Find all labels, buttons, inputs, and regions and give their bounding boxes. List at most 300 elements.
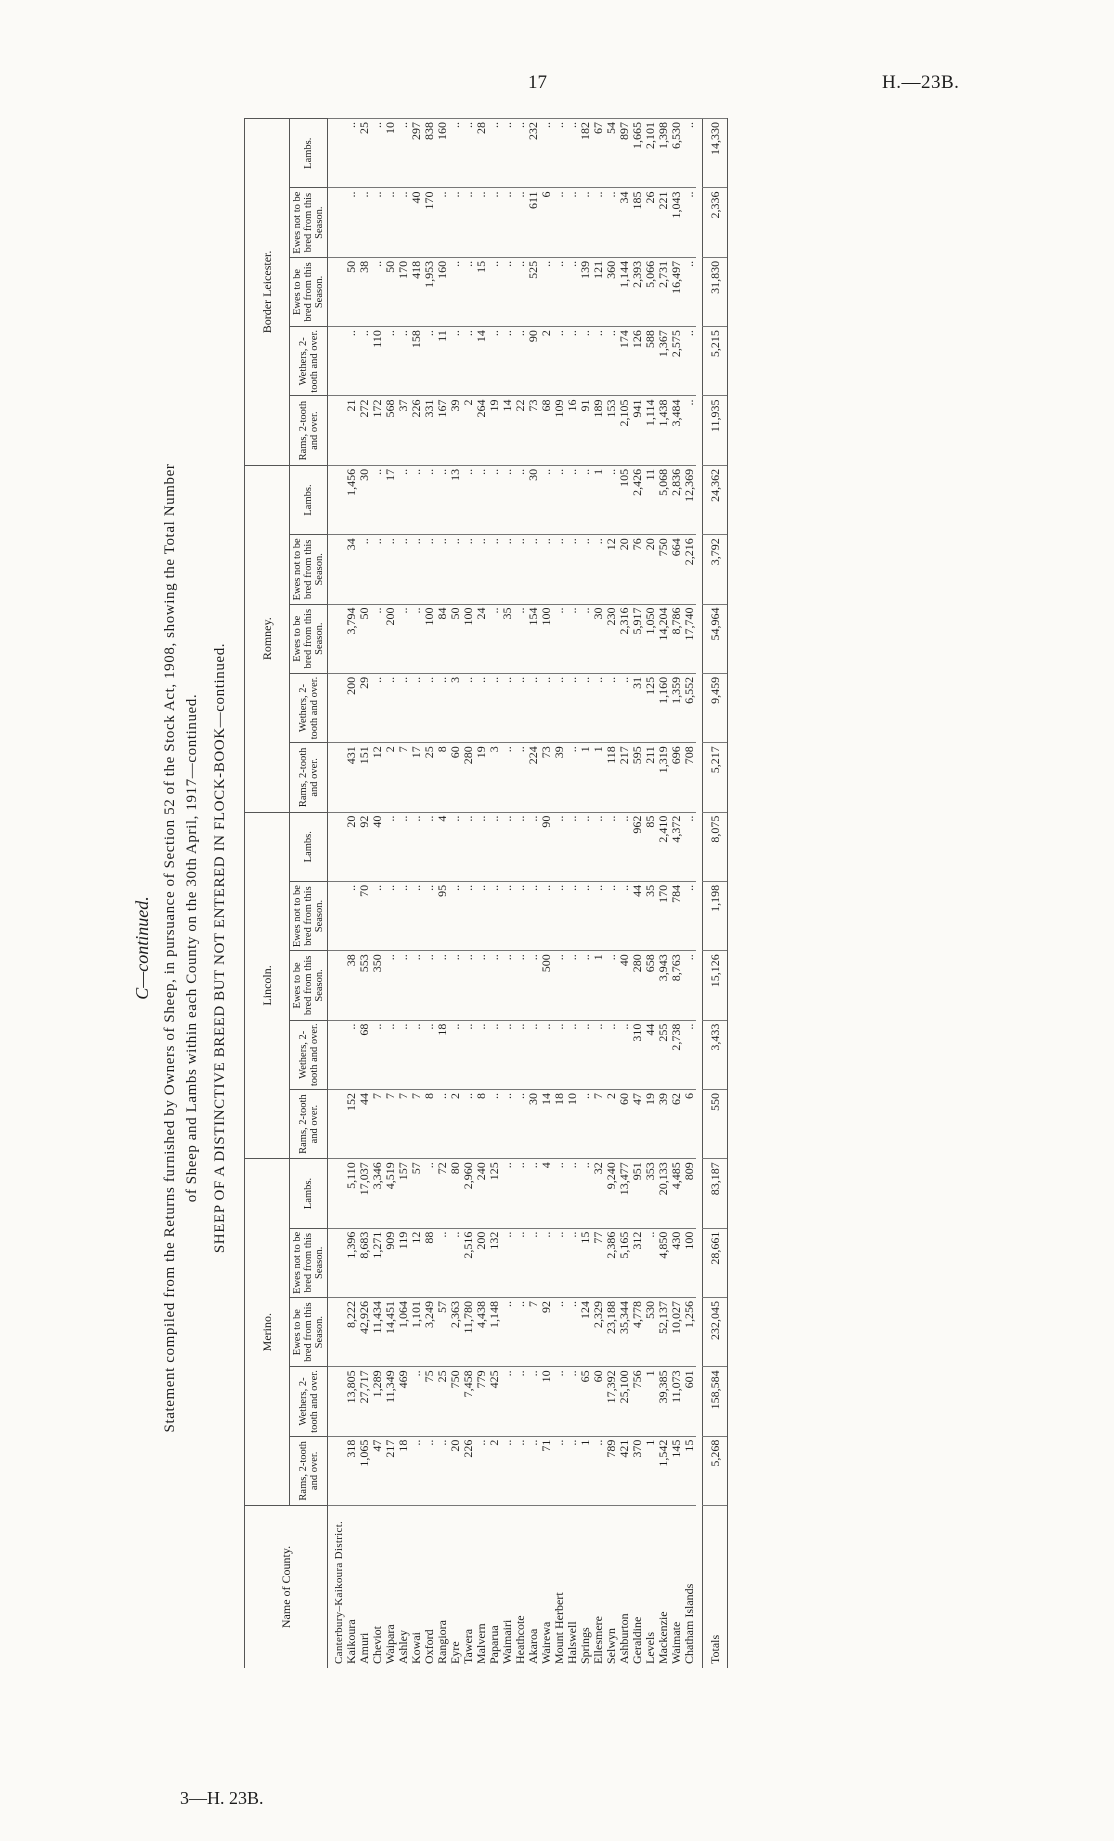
table-cell: .. (423, 812, 436, 881)
table-cell: 12 (410, 1228, 423, 1297)
county-name: Ellesmere (592, 1506, 605, 1669)
table-cell: 17 (384, 465, 397, 534)
table-cell: .. (371, 257, 384, 326)
table-cell: .. (553, 535, 566, 604)
table-cell: .. (579, 1159, 592, 1228)
column-subheader: Ewes not to be bred from this Season. (290, 188, 328, 257)
table-cell: .. (384, 188, 397, 257)
table-cell: .. (384, 881, 397, 950)
table-cell: 2,105 (618, 396, 631, 465)
total-cell: 3,433 (703, 1020, 728, 1089)
table-cell: .. (475, 673, 488, 742)
table-cell: .. (540, 1020, 553, 1089)
table-cell: .. (397, 812, 410, 881)
table-cell: 310 (631, 1020, 644, 1089)
table-cell: .. (592, 535, 605, 604)
total-cell: 2,336 (703, 188, 728, 257)
table-cell: 2,329 (592, 1297, 605, 1366)
column-subheader: Ewes to be bred from this Season. (290, 951, 328, 1020)
table-cell: 2,426 (631, 465, 644, 534)
table-cell: 469 (397, 1367, 410, 1436)
continued-heading: C—continued. (132, 896, 152, 1000)
table-cell: 1,160 (657, 673, 670, 742)
table-cell: .. (397, 327, 410, 396)
table-cell: .. (371, 465, 384, 534)
table-cell: 696 (670, 743, 683, 812)
table-cell: 11,073 (670, 1367, 683, 1436)
table-cell: .. (423, 465, 436, 534)
table-cell: 280 (462, 743, 475, 812)
table-cell: .. (566, 188, 579, 257)
table-cell: 7 (410, 1089, 423, 1158)
table-cell: 1,319 (657, 743, 670, 812)
table-cell: 17 (410, 743, 423, 812)
table-cell: 3,484 (670, 396, 683, 465)
table-cell: 68 (540, 396, 553, 465)
column-subheader: Rams, 2-tooth and over. (290, 743, 328, 812)
table-cell: 2 (540, 327, 553, 396)
table-cell: 17,037 (358, 1159, 371, 1228)
table-cell: .. (501, 188, 514, 257)
total-cell: 9,459 (703, 673, 728, 742)
table-cell: 13 (449, 465, 462, 534)
table-cell: .. (579, 465, 592, 534)
table-cell: .. (449, 188, 462, 257)
table-cell: 19 (488, 396, 501, 465)
column-subheader: Wethers, 2-tooth and over. (290, 1020, 328, 1089)
table-cell: 21 (345, 396, 358, 465)
table-cell: .. (540, 257, 553, 326)
table-cell: 91 (579, 396, 592, 465)
table-cell: .. (540, 881, 553, 950)
table-cell: .. (423, 881, 436, 950)
table-cell: 1,542 (657, 1436, 670, 1505)
table-cell: .. (397, 465, 410, 534)
table-cell: .. (527, 535, 540, 604)
table-cell: 1,271 (371, 1228, 384, 1297)
table-cell: 5,917 (631, 604, 644, 673)
table-cell: .. (579, 188, 592, 257)
table-cell: .. (436, 951, 449, 1020)
table-cell: .. (462, 535, 475, 604)
statement-subtitle: SHEEP OF A DISTINCTIVE BREED BUT NOT ENTERED IN FLOCK-BOOK—continued. (212, 642, 228, 1254)
table-cell: 151 (358, 743, 371, 812)
column-subheader: Ewes to be bred from this Season. (290, 604, 328, 673)
table-cell: .. (579, 673, 592, 742)
table-cell: 1 (579, 743, 592, 812)
table-cell: .. (410, 465, 423, 534)
table-cell: 962 (631, 812, 644, 881)
table-cell: 90 (540, 812, 553, 881)
table-cell: 25 (423, 743, 436, 812)
table-cell: .. (501, 673, 514, 742)
table-cell: .. (436, 673, 449, 742)
table-cell: .. (683, 188, 696, 257)
table-cell: .. (410, 951, 423, 1020)
county-name: Oxford (423, 1506, 436, 1669)
table-cell: 272 (358, 396, 371, 465)
county-name: Levels (644, 1506, 657, 1669)
table-cell: 121 (592, 257, 605, 326)
table-cell: 838 (423, 119, 436, 188)
table-cell: 60 (618, 1089, 631, 1158)
table-cell: .. (449, 327, 462, 396)
table-row (605, 119, 618, 1669)
county-name: Malvern (475, 1506, 488, 1669)
table-cell: .. (579, 1089, 592, 1158)
table-cell: 37 (397, 396, 410, 465)
table-cell: 200 (345, 673, 358, 742)
table-cell: 32 (592, 1159, 605, 1228)
county-name: Heathcote (514, 1506, 527, 1669)
table-cell: .. (592, 327, 605, 396)
table-row (371, 119, 384, 1669)
table-cell: 14,451 (384, 1297, 397, 1366)
table-cell: 6 (683, 1089, 696, 1158)
table-cell: 24 (475, 604, 488, 673)
statement-title-line-1: Statement compiled from the Returns furnished by Owners of Sheep, in pursuance of Section 52 of the Stock Act, 1908, showing the Total Number (162, 463, 178, 1433)
total-cell: 24,362 (703, 465, 728, 534)
table-cell: 255 (657, 1020, 670, 1089)
table-cell: 2,836 (670, 465, 683, 534)
table-cell: .. (358, 327, 371, 396)
table-cell: .. (384, 1020, 397, 1089)
county-name: Geraldine (631, 1506, 644, 1669)
column-subheader: Lambs. (290, 1159, 328, 1228)
table-cell: .. (514, 119, 527, 188)
rotated-statement (132, 118, 932, 1778)
table-cell: .. (514, 951, 527, 1020)
table-cell: 8,222 (345, 1297, 358, 1366)
table-cell: .. (553, 951, 566, 1020)
table-cell: 8,786 (670, 604, 683, 673)
table-cell: 4 (540, 1159, 553, 1228)
table-cell: .. (501, 1089, 514, 1158)
table-cell: 30 (592, 604, 605, 673)
table-cell: 3 (449, 673, 462, 742)
table-cell: .. (579, 327, 592, 396)
table-cell: .. (397, 951, 410, 1020)
table-cell: .. (397, 535, 410, 604)
table-cell: .. (384, 673, 397, 742)
total-cell: 11,935 (703, 396, 728, 465)
table-cell: 4,438 (475, 1297, 488, 1366)
table-cell: 3,794 (345, 604, 358, 673)
table-cell: 19 (475, 743, 488, 812)
table-cell: .. (618, 1020, 631, 1089)
table-cell: 6,530 (670, 119, 683, 188)
table-cell: 421 (618, 1436, 631, 1505)
table-row (527, 119, 540, 1669)
table-cell: 17,392 (605, 1367, 618, 1436)
table-cell: 7 (371, 1089, 384, 1158)
table-cell: 84 (436, 604, 449, 673)
table-cell: .. (527, 812, 540, 881)
table-cell: 2,731 (657, 257, 670, 326)
table-cell: .. (462, 1020, 475, 1089)
table-cell: 75 (423, 1367, 436, 1436)
table-cell: 92 (540, 1297, 553, 1366)
table-cell: 3 (488, 743, 501, 812)
county-name: Ashburton (618, 1506, 631, 1669)
table-cell: 418 (410, 257, 423, 326)
table-cell: .. (423, 951, 436, 1020)
table-cell: .. (592, 881, 605, 950)
column-subheader: Wethers, 2-tooth and over. (290, 1367, 328, 1436)
table-cell: .. (410, 535, 423, 604)
total-cell: 8,075 (703, 812, 728, 881)
county-name: Wairewa (540, 1506, 553, 1669)
table-cell: 125 (488, 1159, 501, 1228)
table-cell: 182 (579, 119, 592, 188)
table-cell: 11 (436, 327, 449, 396)
table-cell: 167 (436, 396, 449, 465)
table-cell: .. (683, 119, 696, 188)
table-cell: .. (514, 743, 527, 812)
county-column-header: Name of County. (245, 1506, 328, 1669)
table-cell: 264 (475, 396, 488, 465)
table-cell: 68 (358, 1020, 371, 1089)
table-cell: .. (514, 1020, 527, 1089)
column-subheader: Ewes to be bred from this Season. (290, 257, 328, 326)
total-cell: 15,126 (703, 951, 728, 1020)
table-cell: .. (527, 1367, 540, 1436)
table-cell: .. (527, 881, 540, 950)
county-name: Tawera (462, 1506, 475, 1669)
county-name: Ashley (397, 1506, 410, 1669)
table-cell: 5,068 (657, 465, 670, 534)
table-cell: .. (436, 1089, 449, 1158)
table-cell: 353 (644, 1159, 657, 1228)
breed-header: Lincoln. (245, 812, 290, 1159)
table-cell: 20 (449, 1436, 462, 1505)
table-cell: .. (449, 1228, 462, 1297)
table-cell: 4,372 (670, 812, 683, 881)
table-cell: .. (566, 1159, 579, 1228)
table-cell: 73 (540, 743, 553, 812)
table-cell: .. (397, 119, 410, 188)
table-cell: 50 (384, 257, 397, 326)
table-cell: 72 (436, 1159, 449, 1228)
table-cell: .. (462, 327, 475, 396)
table-cell: .. (475, 812, 488, 881)
table-cell: 1,101 (410, 1297, 423, 1366)
county-name: Selwyn (605, 1506, 618, 1669)
table-cell: .. (462, 119, 475, 188)
table-cell: .. (345, 188, 358, 257)
table-cell: .. (345, 119, 358, 188)
table-cell: 42,926 (358, 1297, 371, 1366)
table-cell: 28 (475, 119, 488, 188)
table-cell: .. (475, 188, 488, 257)
table-cell: 658 (644, 951, 657, 1020)
total-cell: 5,268 (703, 1436, 728, 1505)
table-cell: 71 (540, 1436, 553, 1505)
table-cell: .. (488, 465, 501, 534)
table-cell: 200 (384, 604, 397, 673)
table-cell: .. (449, 951, 462, 1020)
total-cell: 31,830 (703, 257, 728, 326)
column-subheader: Lambs. (290, 465, 328, 534)
table-row (384, 119, 397, 1669)
table-cell: .. (410, 1367, 423, 1436)
table-cell: 153 (605, 396, 618, 465)
table-cell: .. (449, 881, 462, 950)
county-name: Kaikoura (345, 1506, 358, 1669)
county-name: Waimairi (501, 1506, 514, 1669)
table-cell: .. (423, 1159, 436, 1228)
table-cell: .. (371, 604, 384, 673)
table-cell: 331 (423, 396, 436, 465)
table-cell: .. (683, 257, 696, 326)
table-cell: .. (566, 604, 579, 673)
table-cell: 8,763 (670, 951, 683, 1020)
table-cell: 20,133 (657, 1159, 670, 1228)
table-cell: .. (488, 1020, 501, 1089)
table-cell: .. (475, 535, 488, 604)
table-cell: 525 (527, 257, 540, 326)
table-cell: .. (488, 951, 501, 1020)
table-cell: .. (371, 535, 384, 604)
table-cell: 350 (371, 951, 384, 1020)
table-cell: .. (540, 673, 553, 742)
table-cell: 15 (579, 1228, 592, 1297)
table-cell: .. (683, 396, 696, 465)
table-cell: 4,778 (631, 1297, 644, 1366)
column-subheader: Rams, 2-tooth and over. (290, 396, 328, 465)
column-subheader: Lambs. (290, 812, 328, 881)
table-cell: 6 (540, 188, 553, 257)
table-cell: 172 (371, 396, 384, 465)
table-cell: .. (475, 951, 488, 1020)
table-cell: 90 (527, 327, 540, 396)
table-row (501, 119, 514, 1669)
total-cell: 14,330 (703, 119, 728, 188)
table-cell: 60 (449, 743, 462, 812)
table-cell: 297 (410, 119, 423, 188)
table-cell: 360 (605, 257, 618, 326)
table-row (462, 119, 475, 1669)
table-cell: .. (514, 1436, 527, 1505)
table-cell: 750 (449, 1367, 462, 1436)
table-row (410, 119, 423, 1669)
table-cell: 664 (670, 535, 683, 604)
table-cell: 20 (618, 535, 631, 604)
total-cell: 5,217 (703, 743, 728, 812)
table-cell: .. (566, 257, 579, 326)
table-cell: 280 (631, 951, 644, 1020)
table-cell: 100 (462, 604, 475, 673)
table-cell: .. (566, 1228, 579, 1297)
table-cell: .. (592, 1020, 605, 1089)
table-cell: 160 (436, 257, 449, 326)
table-cell: .. (514, 327, 527, 396)
table-cell: .. (371, 881, 384, 950)
table-cell: .. (358, 188, 371, 257)
table-cell: 1,396 (345, 1228, 358, 1297)
table-cell: .. (501, 1436, 514, 1505)
table-cell: 1,065 (358, 1436, 371, 1505)
table-cell: 18 (553, 1089, 566, 1158)
total-cell: 28,661 (703, 1228, 728, 1297)
table-cell: .. (527, 673, 540, 742)
table-cell: .. (592, 812, 605, 881)
table-cell: 951 (631, 1159, 644, 1228)
total-cell: 83,187 (703, 1159, 728, 1228)
table-row (475, 119, 488, 1669)
column-subheader: Lambs. (290, 119, 328, 188)
page-number: 17 (528, 72, 547, 93)
table-cell: .. (371, 119, 384, 188)
table-cell: 25,100 (618, 1367, 631, 1436)
table-cell: 65 (579, 1367, 592, 1436)
table-cell: .. (514, 257, 527, 326)
table-cell: .. (397, 881, 410, 950)
table-cell: 370 (631, 1436, 644, 1505)
table-cell: 1,367 (657, 327, 670, 396)
table-cell: .. (397, 1020, 410, 1089)
table-cell: 1,050 (644, 604, 657, 673)
table-cell: .. (540, 1228, 553, 1297)
table-cell: .. (501, 812, 514, 881)
county-name: Springs (579, 1506, 592, 1669)
totals-label: Totals (703, 1506, 728, 1669)
table-cell: 100 (683, 1228, 696, 1297)
county-name: Mackenzie (657, 1506, 670, 1669)
table-cell: .. (514, 535, 527, 604)
table-cell: .. (462, 673, 475, 742)
table-cell: .. (683, 812, 696, 881)
table-cell: .. (605, 673, 618, 742)
table-cell: 2,575 (670, 327, 683, 396)
table-cell: .. (436, 188, 449, 257)
table-cell: .. (592, 188, 605, 257)
table-cell: 18 (397, 1436, 410, 1505)
table-cell: 12 (371, 743, 384, 812)
table-cell: .. (605, 188, 618, 257)
table-cell: .. (514, 465, 527, 534)
table-cell: 14 (475, 327, 488, 396)
table-cell: 789 (605, 1436, 618, 1505)
table-cell: .. (449, 119, 462, 188)
table-cell: .. (462, 1089, 475, 1158)
table-cell: 40 (371, 812, 384, 881)
table-cell: 39,385 (657, 1367, 670, 1436)
table-cell: 784 (670, 881, 683, 950)
table-cell: .. (423, 535, 436, 604)
table-cell: 1,456 (345, 465, 358, 534)
table-cell: 18 (436, 1020, 449, 1089)
table-cell: 13,805 (345, 1367, 358, 1436)
table-cell: .. (488, 119, 501, 188)
breed-header: Romney. (245, 465, 290, 812)
county-name: Akaroa (527, 1506, 540, 1669)
table-cell: .. (501, 951, 514, 1020)
county-name: Amuri (358, 1506, 371, 1669)
table-cell: .. (553, 188, 566, 257)
table-cell: 14 (540, 1089, 553, 1158)
table-row (683, 119, 696, 1669)
table-cell: .. (501, 1228, 514, 1297)
table-cell: .. (488, 604, 501, 673)
county-name: Waimate (670, 1506, 683, 1669)
table-cell: .. (410, 1436, 423, 1505)
table-cell: .. (566, 812, 579, 881)
table-cell: 57 (410, 1159, 423, 1228)
table-cell: .. (410, 673, 423, 742)
table-cell: .. (566, 465, 579, 534)
document-reference: H.—23B. (882, 72, 960, 93)
